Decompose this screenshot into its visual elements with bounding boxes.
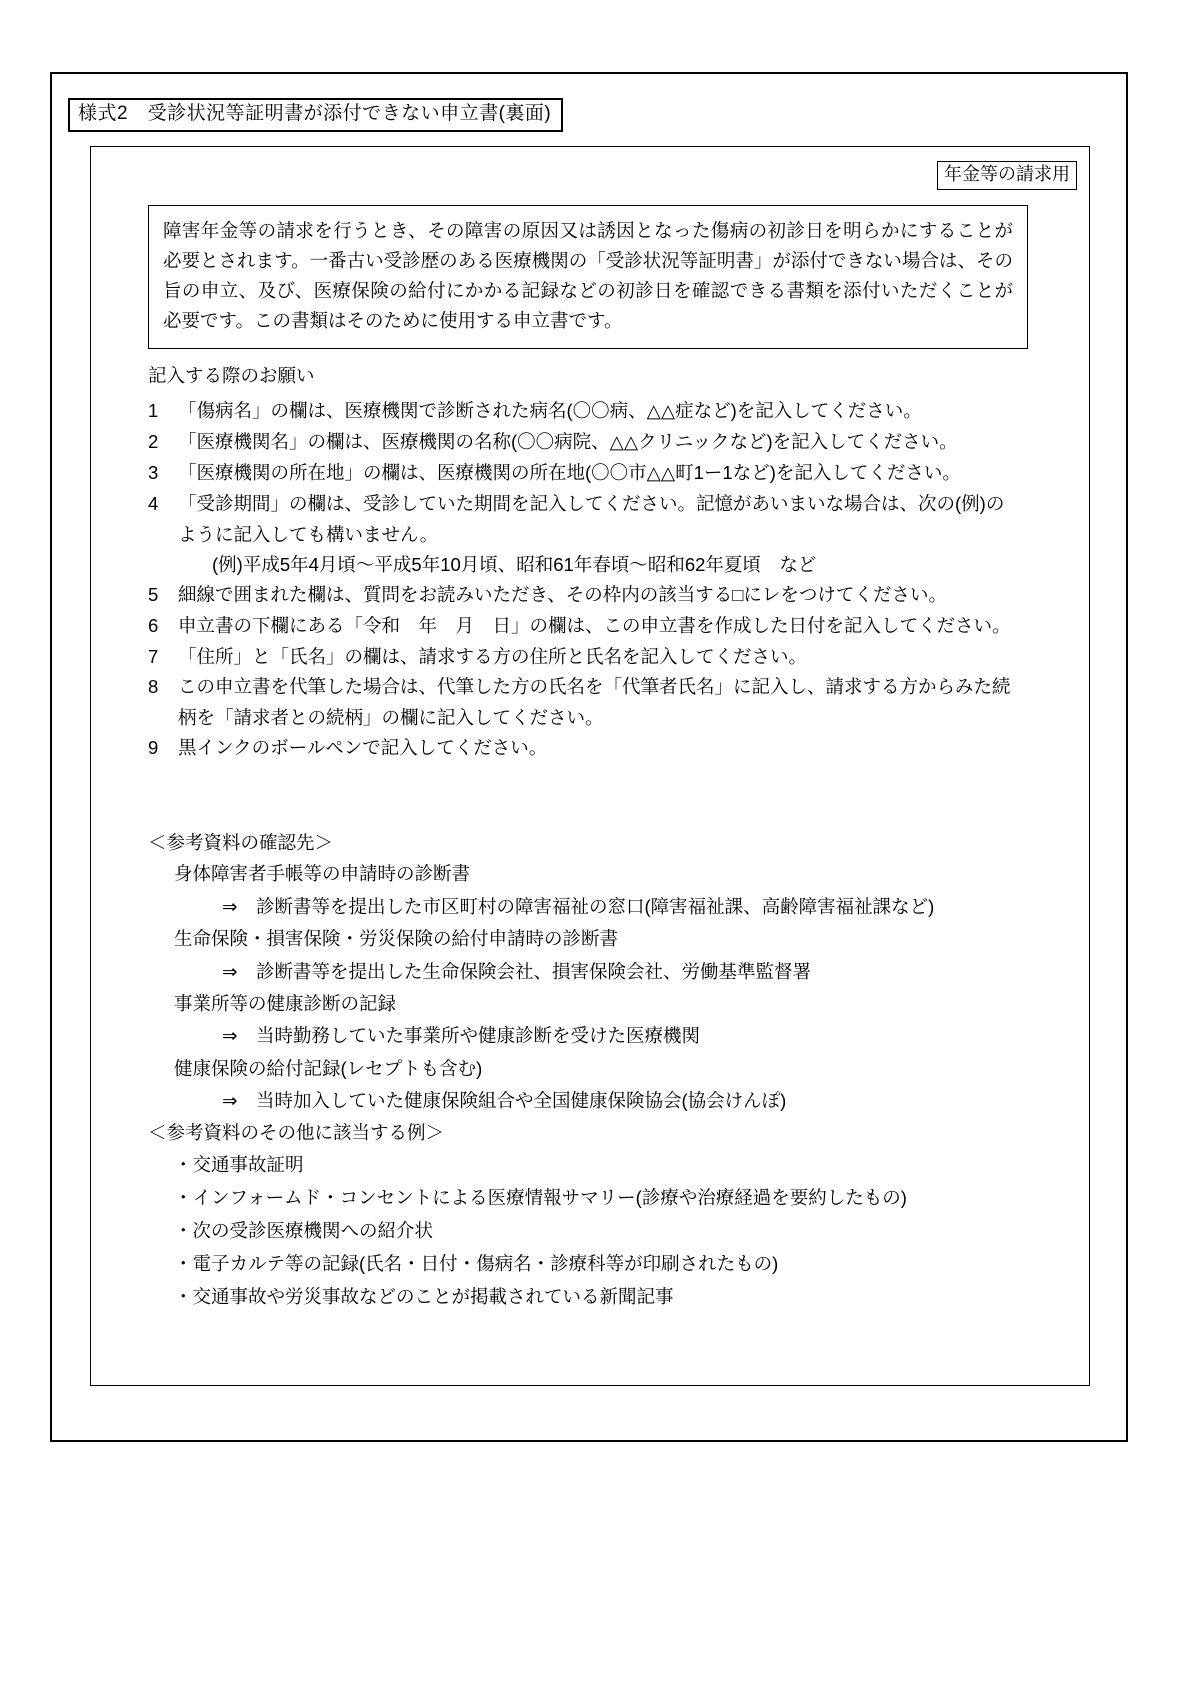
- instruction-number: 1: [148, 399, 159, 421]
- reference-item: 身体障害者手帳等の申請時の診断書: [174, 863, 471, 885]
- instruction-4-continuation: ように記入しても構いません。: [178, 523, 439, 545]
- other-example-item: ・交通事故証明: [174, 1153, 304, 1175]
- instruction-number: 8: [148, 676, 159, 698]
- instruction-text: 黒インクのボールペンで記入してください。: [178, 737, 548, 759]
- instruction-text: 「医療機関の所在地」の欄は、医療機関の所在地(〇〇市△△町1ー1など)を記入してください。: [178, 461, 961, 483]
- instructions-heading: 記入する際のお願い: [148, 365, 315, 386]
- instructions-section: [148, 362, 1078, 764]
- other-example-item: ・交通事故や労災事故などのことが掲載されている新聞記事: [174, 1285, 674, 1307]
- instruction-row: [148, 489, 1078, 519]
- reference-item: 生命保険・損害保険・労災保険の給付申請時の診断書: [174, 928, 619, 950]
- other-examples-heading: ＜参考資料のその他に該当する例＞: [148, 1122, 445, 1144]
- form-inner-frame: [90, 146, 1090, 1386]
- instruction-text: 細線で囲まれた欄は、質問をお読みいただき、その枠内の該当する□にレをつけてください。: [178, 583, 947, 605]
- instruction-number: 2: [148, 430, 159, 452]
- instruction-row: [148, 672, 1078, 702]
- instruction-number: 5: [148, 583, 159, 605]
- instruction-row: [148, 642, 1078, 672]
- document-page: [50, 72, 1128, 1442]
- instruction-text: 「受診期間」の欄は、受診していた期間を記入してください。記憶があいまいな場合は、次の(例)の: [178, 492, 1005, 514]
- instructions-list: [148, 396, 1078, 764]
- instruction-number: 7: [148, 645, 159, 667]
- notice-box: [148, 205, 1028, 349]
- instruction-text: 申立書の下欄にある「令和 年 月 日」の欄は、この申立書を作成した日付を記入してください。: [178, 614, 1011, 636]
- notice-text: 障害年金等の請求を行うとき、その障害の原因又は誘因となった傷病の初診日を明らかにすることが必要とされます。一番古い受診歴のある医療機関の「受診状況等証明書」が添付できない場合は、その旨の申立、及び、医療保険の給付にかかる記録などの初診日を確認できる書類を添付いただくことが必要です。この書類はそのために使用する申立書です。: [163, 220, 1013, 331]
- instruction-text: 「住所」と「氏名」の欄は、請求する方の住所と氏名を記入してください。: [178, 645, 808, 667]
- usage-badge: 年金等の請求用: [937, 161, 1077, 190]
- instruction-row: [148, 733, 1078, 763]
- reference-arrow: ⇒ 当時加入していた健康保険組合や全国健康保険協会(協会けんぽ): [222, 1090, 787, 1112]
- instruction-number: 3: [148, 461, 159, 483]
- instruction-text: 「医療機関名」の欄は、医療機関の名称(〇〇病院、△△クリニックなど)を記入してください。: [178, 430, 958, 452]
- instruction-text: 「傷病名」の欄は、医療機関で診断された病名(〇〇病、△△症など)を記入してください。: [178, 399, 922, 421]
- reference-arrow: ⇒ 診断書等を提出した市区町村の障害福祉の窓口(障害福祉課、高齢障害福祉課など): [222, 895, 935, 917]
- instruction-number: 4: [148, 492, 159, 514]
- reference-item: 健康保険の給付記録(レセプトも含む): [174, 1057, 483, 1079]
- instruction-row: [148, 458, 1078, 488]
- reference-item: 事業所等の健康診断の記録: [174, 992, 397, 1014]
- other-example-item: ・電子カルテ等の記録(氏名・日付・傷病名・診療科等が印刷されたもの): [174, 1252, 779, 1274]
- instruction-row: [148, 611, 1078, 641]
- instruction-row: [148, 427, 1078, 457]
- reference-arrow: ⇒ 当時勤務していた事業所や健康診断を受けた医療機関: [222, 1025, 701, 1047]
- reference-arrow: ⇒ 診断書等を提出した生命保険会社、損害保険会社、労働基準監督署: [222, 960, 812, 982]
- instruction-text: この申立書を代筆した場合は、代筆した方の氏名を「代筆者氏名」に記入し、請求する方からみた続: [178, 676, 1011, 698]
- reference-section: [148, 827, 1078, 1313]
- other-example-item: ・次の受診医療機関への紹介状: [174, 1219, 434, 1241]
- instruction-number: 9: [148, 737, 159, 759]
- form-title: 様式2 受診状況等証明書が添付できない申立書(裏面): [68, 98, 563, 132]
- instruction-number: 6: [148, 614, 159, 636]
- instruction-row: [148, 396, 1078, 426]
- instruction-4-example: (例)平成5年4月頃～平成5年10月頃、昭和61年春頃～昭和62年夏頃 など: [212, 553, 817, 575]
- instruction-row: [148, 580, 1078, 610]
- reference-heading: ＜参考資料の確認先＞: [148, 832, 334, 853]
- instruction-8-continuation: 柄を「請求者との続柄」の欄に記入してください。: [178, 707, 604, 729]
- other-example-item: ・インフォームド・コンセントによる医療情報サマリー(診療や治療経過を要約したもの): [174, 1186, 907, 1208]
